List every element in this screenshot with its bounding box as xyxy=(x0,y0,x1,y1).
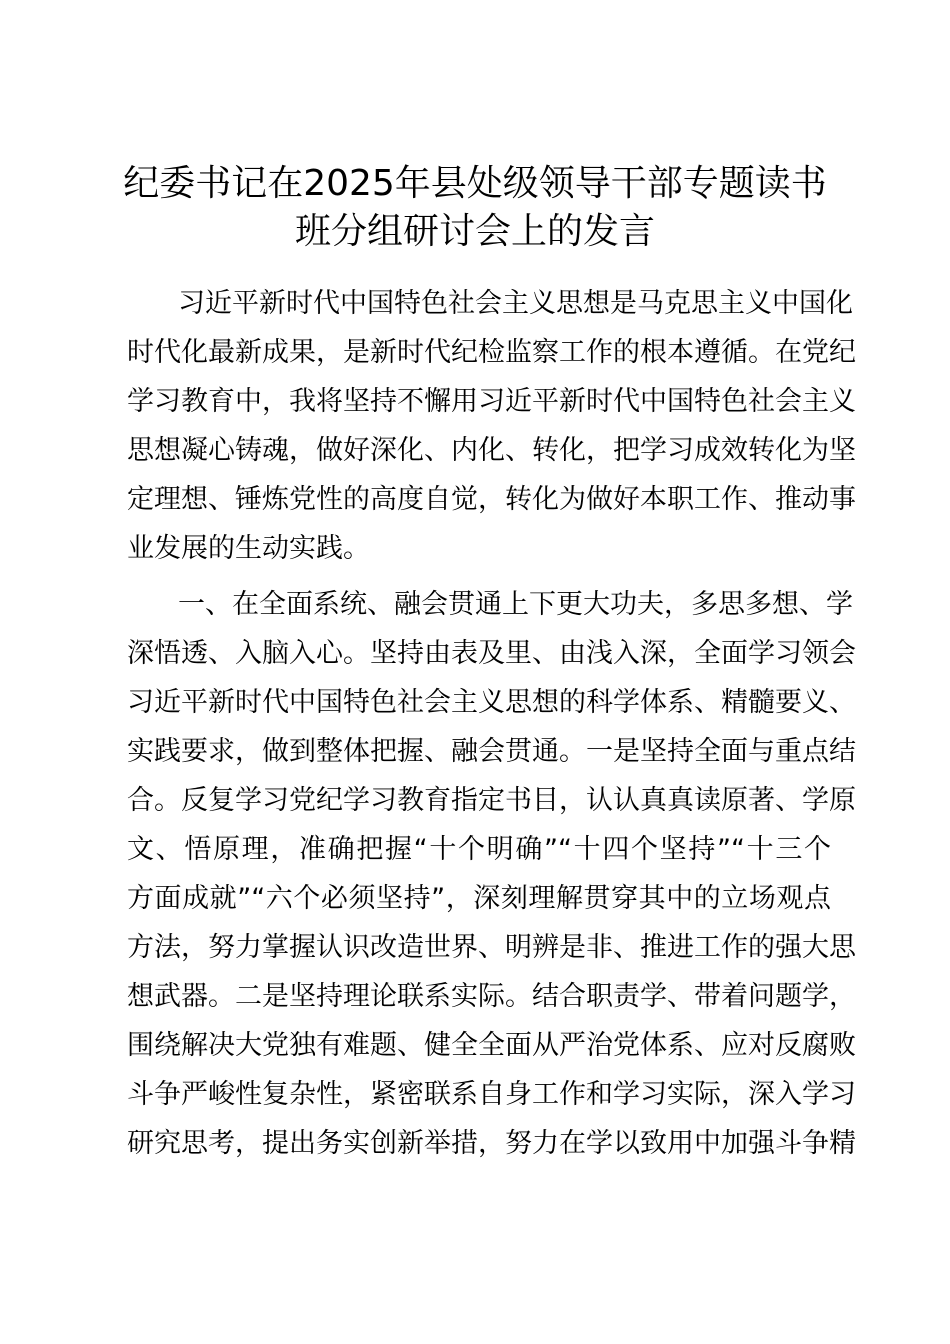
paragraph-line: 文、悟原理，准确把握“十个明确”“十四个坚持”“十三个 xyxy=(127,834,831,865)
paragraph-line: 学习教育中，我将坚持不懈用习近平新时代中国特色社会主义 xyxy=(127,386,856,417)
paragraph-line: 研究思考，提出务实创新举措，努力在学以致用中加强斗争精 xyxy=(127,1128,856,1159)
paragraph-line: 围绕解决大党独有难题、健全全面从严治党体系、应对反腐败 xyxy=(127,1030,856,1061)
paragraph-line: 实践要求，做到整体把握、融会贯通。一是坚持全面与重点结 xyxy=(127,736,856,767)
paragraph-line: 习近平新时代中国特色社会主义思想是马克思主义中国化 xyxy=(178,288,853,319)
paragraph-line: 时代化最新成果，是新时代纪检监察工作的根本遵循。在党纪 xyxy=(127,337,856,368)
paragraph-line: 想武器。二是坚持理论联系实际。结合职责学、带着问题学， xyxy=(127,981,856,1012)
document-title-line-2: 班分组研讨会上的发言 xyxy=(294,211,655,252)
paragraph-line: 一、在全面系统、融会贯通上下更大功夫，多思多想、学 xyxy=(178,589,853,620)
paragraph-line: 习近平新时代中国特色社会主义思想的科学体系、精髓要义、 xyxy=(127,687,856,718)
paragraph-line: 思想凝心铸魂，做好深化、内化、转化，把学习成效转化为坚 xyxy=(127,435,856,466)
paragraph-line: 合。反复学习党纪学习教育指定书目，认认真真读原著、学原 xyxy=(127,785,856,816)
document-title-line-1: 纪委书记在2025年县处级领导干部专题读书 xyxy=(123,163,827,204)
paragraph-line: 方面成就”“六个必须坚持”，深刻理解贯穿其中的立场观点 xyxy=(127,883,831,914)
paragraph-line: 斗争严峻性复杂性，紧密联系自身工作和学习实际，深入学习 xyxy=(127,1079,856,1110)
paragraph-line: 定理想、锤炼党性的高度自觉，转化为做好本职工作、推动事 xyxy=(127,484,856,515)
paragraph-line: 业发展的生动实践。 xyxy=(127,533,370,564)
paragraph-line: 方法，努力掌握认识改造世界、明辨是非、推进工作的强大思 xyxy=(127,932,856,963)
paragraph-line: 深悟透、入脑入心。坚持由表及里、由浅入深，全面学习领会 xyxy=(127,638,856,669)
